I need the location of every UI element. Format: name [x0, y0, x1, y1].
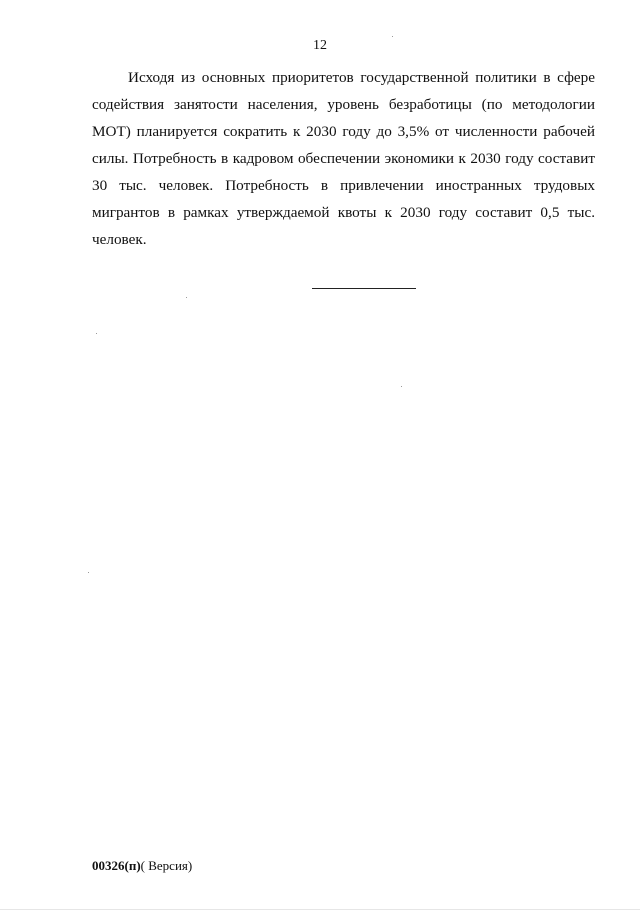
scan-speck — [96, 333, 97, 334]
scan-speck — [88, 572, 89, 573]
scan-edge-line — [0, 909, 640, 910]
scan-speck — [401, 386, 402, 387]
page-number: 12 — [313, 38, 327, 53]
section-separator-line — [312, 288, 416, 289]
document-code — [92, 858, 192, 874]
body-paragraph: Исходя из основных приоритетов государственной политики в сфере содействия занятости населения, уровень безработицы (по методологии МОТ) планируется сократить к 2030 году до 3,5% от численности рабочей силы. Потребность в кадровом обеспечении экономики к 2030 году составит 30 тыс. человек. Потребность в привлечении иностранных трудовых мигрантов в рамках утверждаемой квоты к 2030 году составит 0,5 тыс. человек. — [92, 69, 595, 248]
scan-speck — [392, 36, 393, 37]
document-code-version: ( Версия) — [140, 858, 193, 873]
scan-speck — [186, 297, 187, 298]
document-code-number: 00326(п) — [92, 858, 141, 873]
